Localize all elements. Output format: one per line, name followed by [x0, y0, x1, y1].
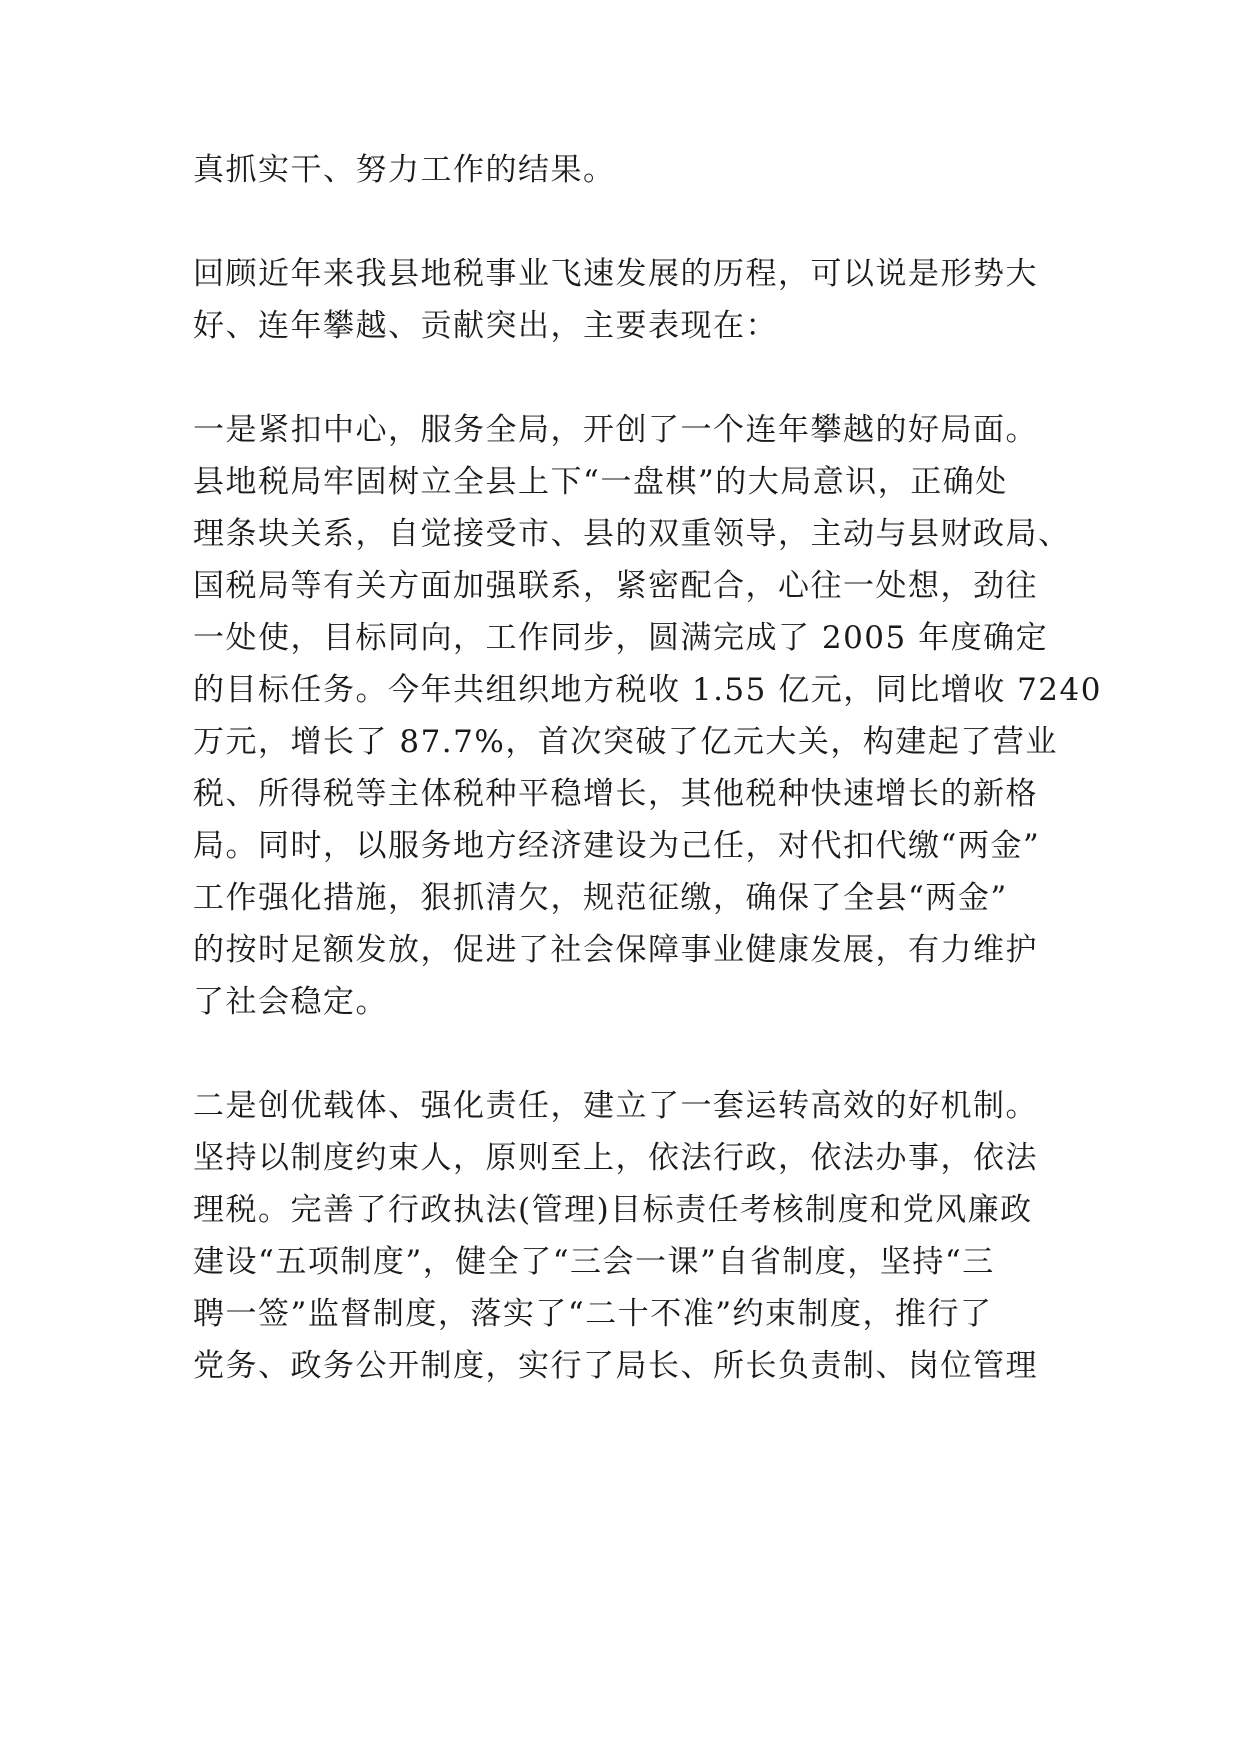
text-line: 国税局等有关方面加强联系，紧密配合，心往一处想，劲往 — [193, 568, 1038, 604]
text-line: 坚持以制度约束人，原则至上，依法行政，依法办事，依法 — [193, 1140, 1038, 1176]
text-line: 一处使，目标同向，工作同步，圆满完成了 2005 年度确定 — [193, 620, 1049, 656]
text-line: 的按时足额发放，促进了社会保障事业健康发展，有力维护 — [193, 932, 1038, 968]
text-line: 工作强化措施，狠抓清欠，规范征缴，确保了全县“两金” — [193, 880, 1008, 916]
text-line: 真抓实干、努力工作的结果。 — [193, 152, 616, 188]
text-line: 二是创优载体、强化责任，建立了一套运转高效的好机制。 — [193, 1088, 1038, 1124]
text-line: 理条块关系，自觉接受市、县的双重领导，主动与县财政局、 — [193, 516, 1071, 552]
text-line: 好、连年攀越、贡献突出，主要表现在： — [193, 308, 778, 344]
text-line: 回顾近年来我县地税事业飞速发展的历程，可以说是形势大 — [193, 256, 1038, 292]
text-line: 建设“五项制度”，健全了“三会一课”自省制度，坚持“三 — [193, 1244, 995, 1280]
text-line: 一是紧扣中心，服务全局，开创了一个连年攀越的好局面。 — [193, 412, 1038, 448]
text-line: 税、所得税等主体税种平稳增长，其他税种快速增长的新格 — [193, 776, 1038, 812]
text-line: 万元，增长了 87.7%，首次突破了亿元大关，构建起了营业 — [193, 724, 1058, 760]
text-line: 聘一签”监督制度，落实了“二十不准”约束制度，推行了 — [193, 1296, 993, 1332]
text-line: 局。同时，以服务地方经济建设为己任，对代扣代缴“两金” — [193, 828, 1041, 864]
text-line: 县地税局牢固树立全县上下“一盘棋”的大局意识，正确处 — [193, 464, 1008, 500]
text-line: 理税。完善了行政执法(管理)目标责任考核制度和党风廉政 — [193, 1192, 1033, 1228]
text-line: 的目标任务。今年共组织地方税收 1.55 亿元，同比增收 7240 — [193, 672, 1102, 708]
text-line: 了社会稳定。 — [193, 984, 388, 1020]
text-line: 党务、政务公开制度，实行了局长、所长负责制、岗位管理 — [193, 1348, 1038, 1384]
